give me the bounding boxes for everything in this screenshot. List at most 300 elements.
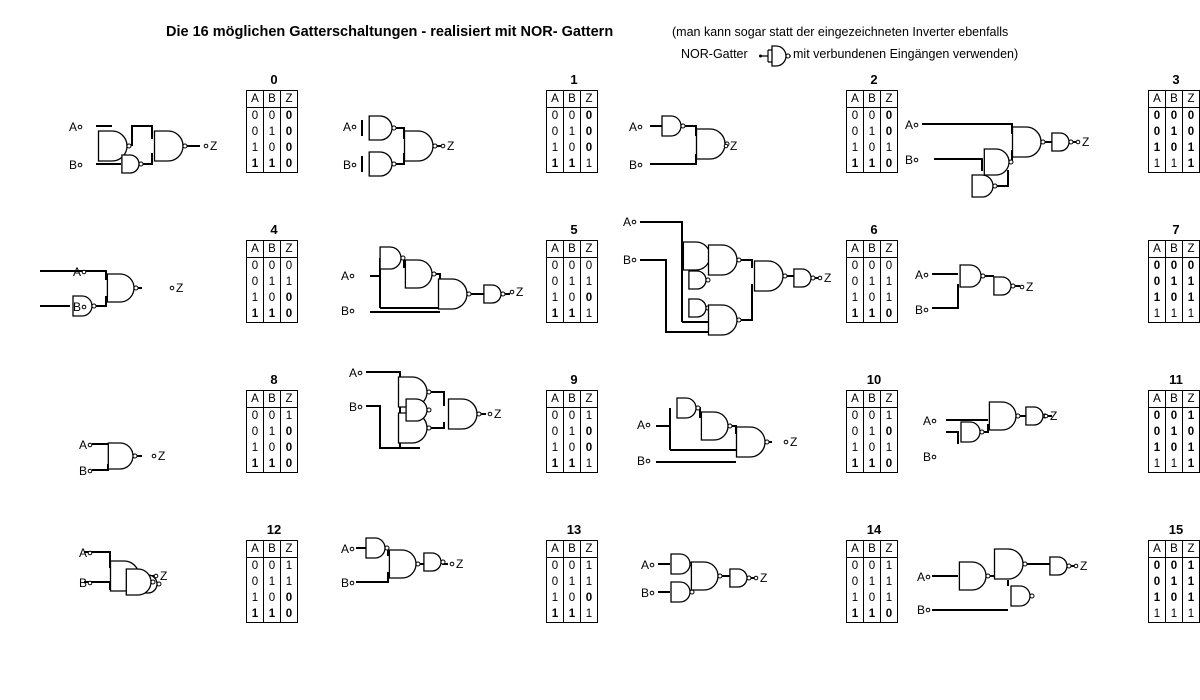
- truth-table-row: [847, 108, 898, 125]
- input-b-label: B: [349, 400, 358, 414]
- input-a-terminal: [358, 371, 362, 375]
- output-z-terminal: [1076, 140, 1080, 144]
- truth-table-header-cell: A: [847, 241, 864, 258]
- truth-table-cell: 1: [847, 456, 864, 473]
- truth-table-cell: 1: [247, 590, 264, 606]
- nor-gate: [755, 261, 784, 291]
- truth-table-cell: 0: [1183, 258, 1200, 275]
- inverter-bubble: [416, 562, 420, 566]
- truth-table-cell: 1: [1149, 140, 1166, 156]
- truth-table-header: [547, 541, 598, 558]
- inverter-bubble: [737, 258, 741, 262]
- output-z-terminal: [724, 144, 728, 148]
- output-z-terminal: [152, 454, 156, 458]
- nor-gate: [677, 398, 696, 418]
- nor-gate: [972, 175, 993, 197]
- wire: [640, 222, 682, 238]
- input-b-terminal: [638, 163, 642, 167]
- truth-table-header-cell: Z: [1183, 91, 1200, 108]
- wire: [356, 572, 388, 582]
- truth-table-row: [547, 140, 598, 156]
- inverter-bubble: [986, 574, 990, 578]
- circuit-diagram: [0, 84, 250, 234]
- nor-gate: [1050, 557, 1067, 575]
- truth-table-cell: 0: [564, 108, 581, 125]
- circuit-diagram: [902, 234, 1152, 384]
- nor-gate: [439, 279, 468, 309]
- truth-table-cell: 0: [1166, 590, 1183, 606]
- truth-table-header: [1149, 91, 1200, 108]
- circuit-number: 14: [866, 522, 882, 537]
- input-b-terminal: [352, 163, 356, 167]
- truth-table-cell: 0: [581, 140, 598, 156]
- wire: [738, 284, 752, 320]
- truth-table-cell: 0: [1166, 258, 1183, 275]
- input-a-terminal: [88, 551, 92, 555]
- truth-table-cell: 1: [547, 290, 564, 306]
- truth-table-cell: 0: [847, 124, 864, 140]
- wire: [370, 258, 380, 276]
- input-a-terminal: [352, 125, 356, 129]
- circuit-cell-13: [300, 524, 600, 674]
- inverter-bubble: [980, 430, 984, 434]
- circuit-diagram: [600, 534, 850, 684]
- input-a-label: A: [917, 570, 926, 584]
- inverter-bubble: [427, 390, 431, 394]
- truth-table-header-cell: A: [547, 541, 564, 558]
- truth-table-row: [547, 590, 598, 606]
- circuit-diagram: [600, 384, 850, 534]
- truth-table-header-cell: A: [847, 391, 864, 408]
- truth-table-cell: 1: [847, 606, 864, 623]
- circuit-diagram: [600, 215, 850, 384]
- circuit-cell-15: [902, 524, 1200, 674]
- nor-gate: [1011, 586, 1030, 606]
- truth-table: [1148, 90, 1200, 173]
- truth-table-cell: 0: [1166, 440, 1183, 456]
- truth-table-row: [847, 424, 898, 440]
- truth-table-cell: 0: [581, 290, 598, 306]
- input-a-label: A: [915, 268, 924, 282]
- inverter-bubble: [1011, 284, 1015, 288]
- truth-table-row: [847, 274, 898, 290]
- truth-table-cell: 1: [247, 290, 264, 306]
- circuit-cell-7: [902, 224, 1200, 374]
- truth-table-cell: 1: [881, 290, 898, 306]
- truth-table-cell: 1: [547, 456, 564, 473]
- nor-gate: [126, 569, 151, 595]
- output-z-label: Z: [1082, 135, 1090, 149]
- inverter-bubble: [133, 454, 137, 458]
- truth-table-header: [1149, 541, 1200, 558]
- inverter-bubble: [501, 292, 505, 296]
- circuit-diagram: [0, 384, 250, 534]
- input-a-label: A: [79, 546, 88, 560]
- truth-table-cell: 0: [881, 156, 898, 173]
- truth-table-cell: 0: [564, 590, 581, 606]
- truth-table-row: [1149, 440, 1200, 456]
- truth-table-header-cell: Z: [581, 541, 598, 558]
- truth-table-cell: 0: [281, 156, 298, 173]
- nor-gate: [697, 129, 726, 159]
- input-b-terminal: [632, 258, 636, 262]
- output-z-terminal: [818, 276, 822, 280]
- truth-table-cell: 0: [547, 574, 564, 590]
- inverter-bubble: [392, 126, 396, 130]
- truth-table-cell: 0: [564, 440, 581, 456]
- inverter-bubble: [441, 560, 445, 564]
- truth-table-cell: 0: [1183, 124, 1200, 140]
- inverter-bubble: [783, 274, 787, 278]
- truth-table-cell: 1: [281, 574, 298, 590]
- circuit-cell-8: [0, 374, 300, 524]
- input-b-terminal: [358, 405, 362, 409]
- circuit-number: 0: [270, 72, 278, 87]
- truth-table-header-cell: A: [1149, 391, 1166, 408]
- truth-table-cell: 0: [1149, 424, 1166, 440]
- truth-table-row: [247, 606, 298, 623]
- truth-table-cell: 0: [281, 258, 298, 275]
- truth-table-header-cell: B: [264, 541, 281, 558]
- truth-table: [1148, 240, 1200, 323]
- truth-table-row: [1149, 306, 1200, 323]
- inverter-bubble: [139, 162, 143, 166]
- truth-table-row: [1149, 590, 1200, 606]
- output-z-terminal: [170, 286, 174, 290]
- truth-table-cell: 1: [564, 456, 581, 473]
- truth-table-cell: 0: [547, 108, 564, 125]
- truth-table-cell: 0: [1149, 274, 1166, 290]
- truth-table-cell: 1: [881, 590, 898, 606]
- circuit-diagram: [300, 84, 550, 234]
- output-z-label: Z: [790, 435, 798, 449]
- truth-table-cell: 0: [881, 606, 898, 623]
- input-b-terminal: [350, 581, 354, 585]
- truth-table: [546, 240, 598, 323]
- input-a-terminal: [646, 423, 650, 427]
- nor-gate: [709, 245, 738, 275]
- nor-gate: [107, 274, 134, 302]
- circuit-cell-12: [0, 524, 300, 674]
- truth-table-row: [547, 574, 598, 590]
- inverter-bubble: [92, 304, 96, 308]
- truth-table-cell: 0: [864, 558, 881, 575]
- truth-table-cell: 0: [1183, 424, 1200, 440]
- truth-table-cell: 0: [581, 124, 598, 140]
- truth-table-header-cell: B: [1166, 91, 1183, 108]
- truth-table-row: [847, 456, 898, 473]
- output-z-label: Z: [1050, 409, 1058, 423]
- circuit-diagram: [300, 366, 550, 534]
- truth-table-cell: 0: [564, 408, 581, 425]
- truth-table-header-cell: A: [247, 91, 264, 108]
- page-title: Die 16 möglichen Gatterschaltungen - realisiert mit NOR- Gattern: [166, 24, 614, 40]
- output-z-label: Z: [210, 139, 218, 153]
- truth-table-header-cell: A: [547, 91, 564, 108]
- truth-table-row: [1149, 456, 1200, 473]
- truth-table-cell: 1: [881, 440, 898, 456]
- nor-gate: [959, 562, 986, 590]
- circuit-number: 5: [570, 222, 578, 237]
- truth-table-cell: 0: [881, 306, 898, 323]
- inverter-bubble: [477, 412, 481, 416]
- nor-gate: [701, 412, 728, 440]
- inverter-bubble: [1016, 414, 1020, 418]
- truth-table-header-cell: Z: [281, 541, 298, 558]
- truth-table-header-cell: B: [564, 241, 581, 258]
- truth-table-cell: 1: [581, 558, 598, 575]
- truth-table-row: [547, 558, 598, 575]
- truth-table-cell: 1: [264, 306, 281, 323]
- truth-table-cell: 1: [847, 590, 864, 606]
- truth-table-cell: 1: [1166, 424, 1183, 440]
- circuit-number: 12: [266, 522, 282, 537]
- truth-table-cell: 0: [247, 274, 264, 290]
- nor-gate: [689, 299, 706, 317]
- nor-gate: [994, 277, 1011, 295]
- truth-table-row: [1149, 424, 1200, 440]
- note-line-2-suffix: mit verbundenen Eingängen verwenden): [793, 47, 1019, 61]
- truth-table-header-cell: B: [1166, 541, 1183, 558]
- truth-table-cell: 1: [564, 274, 581, 290]
- truth-table-cell: 1: [1183, 140, 1200, 156]
- nor-gate: [730, 569, 747, 587]
- truth-table-cell: 1: [247, 140, 264, 156]
- nor-gate: [995, 549, 1024, 579]
- nor-gate: [984, 149, 1009, 175]
- input-b-label: B: [917, 603, 926, 617]
- circuit-number: 2: [870, 72, 878, 87]
- output-z-terminal: [488, 412, 492, 416]
- truth-table-header-cell: B: [564, 541, 581, 558]
- input-a-label: A: [637, 418, 646, 432]
- truth-table-cell: 0: [847, 108, 864, 125]
- wire: [946, 432, 958, 444]
- truth-table-cell: 0: [281, 108, 298, 125]
- truth-table-cell: 0: [564, 558, 581, 575]
- inverter-bubble: [427, 426, 431, 430]
- truth-table-cell: 0: [1149, 124, 1166, 140]
- truth-table-header-cell: Z: [281, 91, 298, 108]
- nor-gate: [122, 155, 139, 173]
- wire: [380, 302, 440, 308]
- input-a-label: A: [79, 438, 88, 452]
- truth-table-cell: 0: [581, 424, 598, 440]
- input-a-terminal: [638, 125, 642, 129]
- inverter-bubble: [718, 574, 722, 578]
- output-z-terminal: [204, 144, 208, 148]
- truth-table-row: [247, 290, 298, 306]
- input-b-label: B: [73, 300, 82, 314]
- truth-table-cell: 1: [864, 274, 881, 290]
- truth-table-cell: 0: [564, 258, 581, 275]
- truth-table-cell: 1: [581, 306, 598, 323]
- truth-table-row: [847, 290, 898, 306]
- input-b-terminal: [646, 459, 650, 463]
- output-z-terminal: [784, 440, 788, 444]
- truth-table-row: [247, 408, 298, 425]
- truth-table: [1148, 390, 1200, 473]
- circuit-diagram: [902, 84, 1152, 234]
- truth-table-cell: 0: [581, 108, 598, 125]
- wire: [84, 552, 110, 568]
- truth-table-cell: 1: [864, 606, 881, 623]
- inverter-bubble: [1069, 140, 1073, 144]
- circuit-number: 10: [866, 372, 882, 387]
- truth-table-cell: 1: [1149, 456, 1166, 473]
- inverter-bubble: [1041, 140, 1045, 144]
- truth-table-cell: 0: [1166, 140, 1183, 156]
- truth-table-row: [1149, 108, 1200, 125]
- truth-table-header: [247, 241, 298, 258]
- truth-table-cell: 1: [864, 574, 881, 590]
- input-b-label: B: [637, 454, 646, 468]
- truth-table-cell: 1: [1183, 606, 1200, 623]
- nor-gate: [484, 285, 501, 303]
- truth-table-header-cell: Z: [281, 241, 298, 258]
- nor-gate: [155, 131, 184, 161]
- output-z-terminal: [510, 290, 514, 294]
- inverter-bubble: [401, 256, 405, 260]
- truth-table-cell: 0: [281, 290, 298, 306]
- truth-table-cell: 1: [564, 156, 581, 173]
- input-a-terminal: [914, 123, 918, 127]
- truth-table-cell: 0: [864, 408, 881, 425]
- wire: [428, 392, 444, 406]
- truth-table-cell: 1: [881, 574, 898, 590]
- truth-table-header-cell: B: [1166, 391, 1183, 408]
- truth-table-cell: 1: [581, 456, 598, 473]
- truth-table-header-cell: Z: [581, 91, 598, 108]
- inverter-bubble: [427, 408, 431, 412]
- truth-table-header-cell: A: [847, 541, 864, 558]
- nor-gate: [366, 538, 385, 558]
- truth-table-cell: 1: [264, 156, 281, 173]
- truth-table-cell: 1: [281, 558, 298, 575]
- output-z-label: Z: [447, 139, 455, 153]
- inverter-bubble: [392, 162, 396, 166]
- input-b-label: B: [341, 304, 350, 318]
- truth-table-cell: 1: [547, 140, 564, 156]
- circuit-number: 1: [570, 72, 578, 87]
- truth-table-cell: 1: [1183, 456, 1200, 473]
- input-a-label: A: [629, 120, 638, 134]
- input-b-terminal: [932, 455, 936, 459]
- input-a-label: A: [73, 265, 82, 279]
- truth-table-cell: 0: [247, 558, 264, 575]
- output-z-terminal: [441, 144, 445, 148]
- truth-table-cell: 1: [1183, 156, 1200, 173]
- inverter-bubble: [127, 144, 131, 148]
- truth-table-cell: 1: [564, 424, 581, 440]
- truth-table-cell: 0: [547, 558, 564, 575]
- truth-table-cell: 1: [264, 574, 281, 590]
- truth-table-cell: 1: [1149, 606, 1166, 623]
- truth-table-cell: 1: [581, 606, 598, 623]
- truth-table-cell: 0: [581, 440, 598, 456]
- input-b-label: B: [343, 158, 352, 172]
- truth-table-cell: 0: [1166, 108, 1183, 125]
- truth-table-cell: 0: [281, 456, 298, 473]
- truth-table-cell: 0: [564, 140, 581, 156]
- circuit-number: 15: [1168, 522, 1184, 537]
- truth-table-row: [847, 140, 898, 156]
- truth-table-cell: 0: [847, 408, 864, 425]
- input-b-terminal: [650, 591, 654, 595]
- nor-gate: [683, 242, 710, 270]
- truth-table-header-cell: B: [264, 91, 281, 108]
- truth-table-cell: 0: [864, 140, 881, 156]
- truth-table-cell: 1: [1149, 590, 1166, 606]
- input-a-label: A: [341, 542, 350, 556]
- truth-table-cell: 1: [247, 606, 264, 623]
- truth-table-row: [247, 306, 298, 323]
- truth-table-cell: 0: [881, 124, 898, 140]
- inverter-bubble: [993, 184, 997, 188]
- circuit-cell-9: [300, 366, 600, 524]
- truth-table-row: [847, 124, 898, 140]
- nor-gate: [406, 399, 427, 421]
- input-b-label: B: [69, 158, 78, 172]
- truth-table-row: [1149, 290, 1200, 306]
- nor-gate: [989, 402, 1016, 430]
- nor-gate: [369, 116, 392, 140]
- truth-table-row: [547, 306, 598, 323]
- circuit-diagram: [902, 384, 1152, 534]
- truth-table-cell: 1: [247, 306, 264, 323]
- input-a-label: A: [341, 269, 350, 283]
- truth-table-cell: 0: [547, 124, 564, 140]
- truth-table-header: [247, 541, 298, 558]
- input-a-terminal: [932, 419, 936, 423]
- truth-table-cell: 0: [247, 574, 264, 590]
- output-z-terminal: [154, 574, 158, 578]
- truth-table-row: [547, 290, 598, 306]
- nor-gate: [1052, 133, 1069, 151]
- truth-table-row: [247, 558, 298, 575]
- nor-gate: [709, 305, 738, 335]
- inverter-bubble: [737, 318, 741, 322]
- circuit-cell-14: [600, 524, 900, 674]
- input-a-terminal: [650, 563, 654, 567]
- truth-table-row: [1149, 156, 1200, 173]
- truth-table: [246, 90, 298, 173]
- truth-table-cell: 0: [247, 424, 264, 440]
- truth-table-row: [847, 574, 898, 590]
- truth-table: [1148, 540, 1200, 623]
- input-b-terminal: [914, 158, 918, 162]
- input-b-terminal: [926, 608, 930, 612]
- truth-table-header-cell: B: [864, 91, 881, 108]
- truth-table-cell: 0: [847, 258, 864, 275]
- truth-table-header: [847, 541, 898, 558]
- truth-table-header-cell: B: [864, 391, 881, 408]
- truth-table-cell: 1: [847, 306, 864, 323]
- truth-table-header-cell: Z: [1183, 391, 1200, 408]
- nor-gate: [961, 422, 980, 442]
- truth-table-cell: 0: [547, 274, 564, 290]
- circuit-cell-2: [600, 74, 900, 224]
- circuit-number: 3: [1172, 72, 1180, 87]
- truth-table-header-cell: B: [564, 391, 581, 408]
- nor-gate: [671, 554, 690, 574]
- truth-table-cell: 0: [281, 124, 298, 140]
- truth-table-cell: 1: [581, 408, 598, 425]
- truth-table-cell: 1: [547, 440, 564, 456]
- truth-table-row: [547, 124, 598, 140]
- truth-table-row: [247, 274, 298, 290]
- output-z-label: Z: [730, 139, 738, 153]
